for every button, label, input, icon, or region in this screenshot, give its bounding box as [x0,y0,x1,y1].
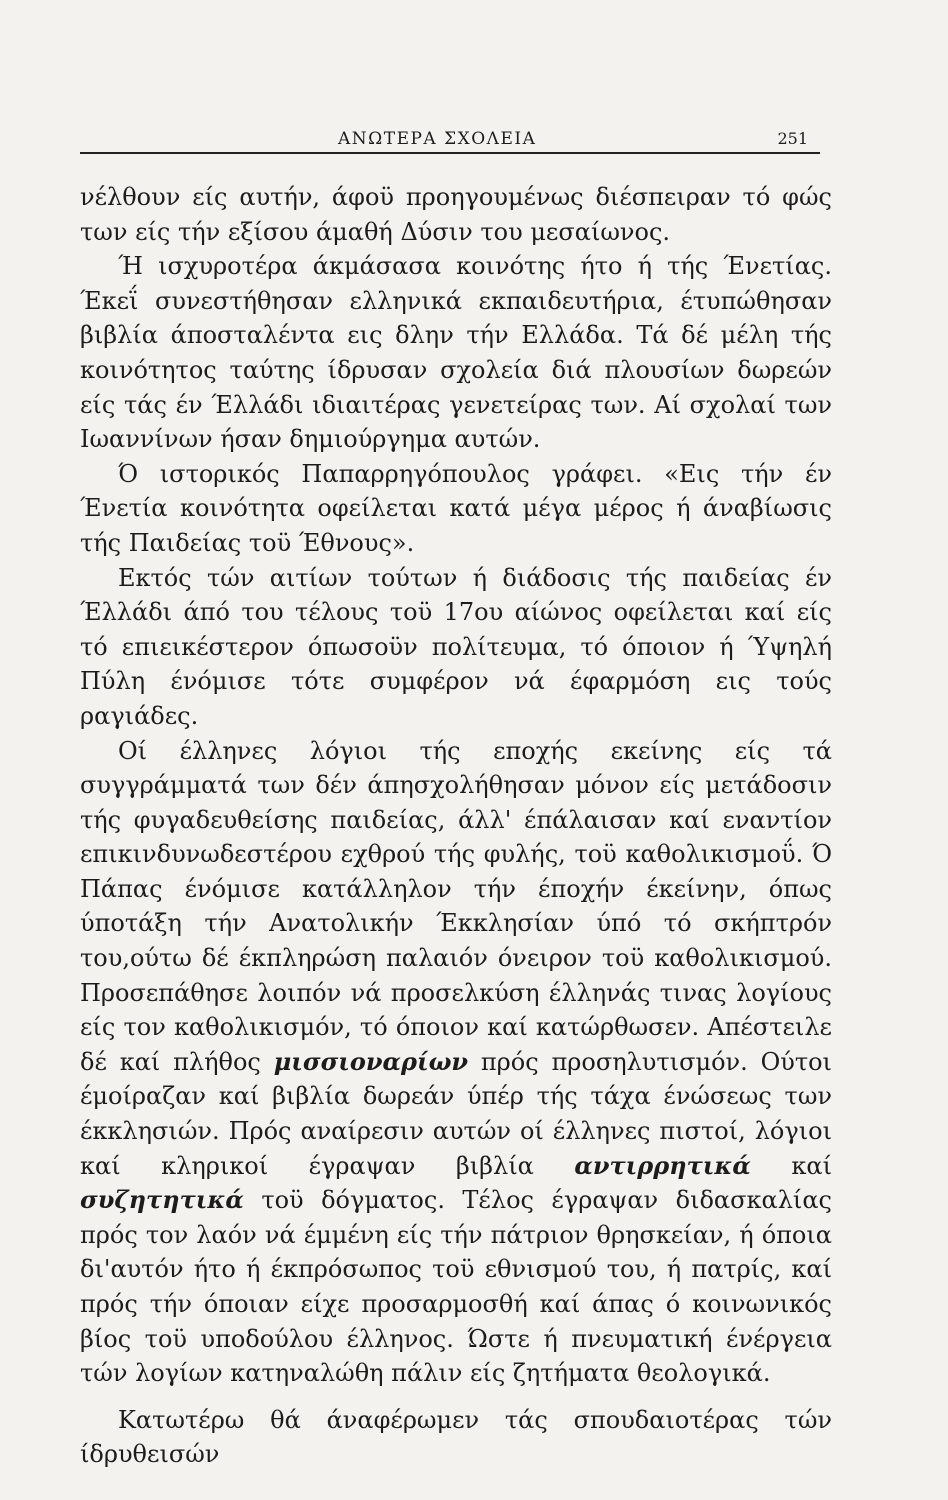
paragraph-5-part-3: καί [791,1151,833,1180]
page-body [80,180,832,1472]
emphasis-antirrhetic: αντιρρητικά [574,1150,751,1180]
paragraph-5-part-1: Οί έλληνες λόγιοι τής εποχής εκείνης είς τά συγγράμματά των δέν άπησχολήθησαν μόνον είς μετάδοσιν τής φυγαδευθείσης παιδείας, άλλ' έπάλαισαν καί εναντίον επικινδυνωδεστέρου εχθρού τής φυλής, τοϋ καθολικισμοΰ. Ό Πάπας ένόμισε κατάλληλον τήν έποχήν έκείνην, όπως ύποτάξη τήν Ανατολικήν Έκκλησίαν ύπό τό σκήπτρόν του,ούτω δέ έκπληρώση παλαιόν όνειρον τοϋ καθολικισμού. Προσεπάθησε λοιπόν νά προσελκύση έλληνάς τινας λογίους είς τον καθολικισμόν, τό όποιον καί κατώρθωσεν. Απέστειλε δέ καί πλήθος [80,736,832,1076]
emphasis-syzetetic: συζητητικά [80,1185,244,1215]
paragraph-5 [80,734,832,1391]
paragraph-4: Εκτός τών αιτίων τούτων ή διάδοσις τής παιδείας έν Έλλάδι άπό του τέλους τοϋ 17ου αίώνος οφείλεται καί είς τό επιεικέστερον όπωσοϋν πολίτευμα, τό όποιον ή Ύψηλή Πύλη ένόμισε τότε συμφέρον νά έφαρμόση εις τούς ραγιάδες. [80,563,832,730]
page-header [80,126,820,156]
paragraph-1: νέλθουν είς αυτήν, άφοϋ προηγουμένως διέσπειραν τό φώς των είς τήν εξίσου άμαθή Δύσιν του μεσαίωνος. [80,183,832,246]
paragraph-6: Κατωτέρω θά άναφέρωμεν τάς σπουδαιοτέρας τών ίδρυθεισών [80,1405,832,1469]
page-number: 251 [777,129,808,148]
header-rule [80,152,820,154]
emphasis-missionaries: μισσιοναρίων [273,1046,469,1076]
paragraph-2: Ή ισχυροτέρα άκμάσασα κοινότης ήτο ή τής Ένετίας. Έκεΐ συνεστήθησαν ελληνικά εκπαιδευτήρια, έτυπώθησαν βιβλία άποσταλέντα εις δλην τήν Ελλάδα. Τά δέ μέλη τής κοινότητος ταύτης ίδρυσαν σχολεία διά πλουσίων δωρεών είς τάς έν Έλλάδι ιδιαιτέρας γενετείρας των. Αί σχολαί των Ιωαννίνων ήσαν δημιούργημα αυτών. [80,252,832,454]
paragraph-5-part-2: πρός προσηλυτισμόν. Ούτοι έμοίραζαν καί βιβλία δωρεάν ύπέρ τής τάχα ένώσεως των έκκλησιών. Πρός αναίρεσιν αυτών οί έλληνες πιστοί, λόγιοι καί κληρικοί έγραψαν βιβλία [80,1047,832,1180]
running-title: ΑΝΩΤΕΡΑ ΣΧΟΛΕΙΑ [338,129,537,149]
paragraph-5-part-4: τοϋ δόγματος. Τέλος έγραψαν διδασκαλίας πρός τον λαόν νά έμμένη είς τήν πάτριον θρησκείαν, ή όποια δι'αυτόν ήτο ή έκπρόσωπος τοϋ εθνισμού του, ή πατρίς, καί πρός τήν όποιαν είχε προσαρμοσθή καί άπας ό κοινωνικός βίος τοϋ υποδούλου έλληνος. Ώστε ή πνευματική ένέργεια τών λογίων κατηναλώθη πάλιν είς ζητήματα θεολογικά. [80,1186,832,1388]
paragraph-3: Ό ιστορικός Παπαρρηγόπουλος γράφει. «Εις τήν έν Ένετία κοινότητα οφείλεται κατά μέγα μέρος ή άναβίωσις τής Παιδείας τοϋ Έθνους». [80,459,832,557]
